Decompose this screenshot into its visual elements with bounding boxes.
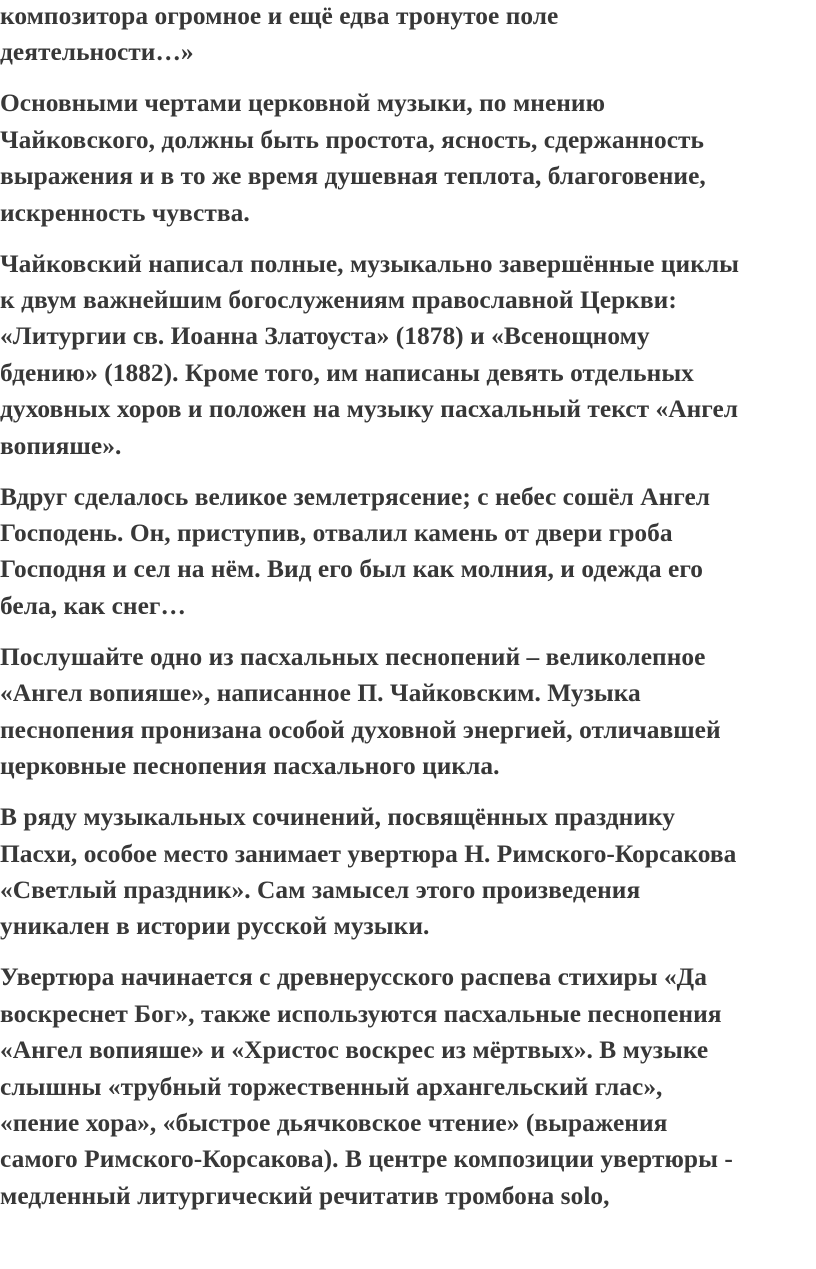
paragraph-rimsky-korsakov-overture: [0, 799, 816, 945]
paragraph-tchaikovsky-cycles: [0, 246, 816, 464]
text-line: духовных хоров и положен на музыку пасхальный текст «Ангел: [0, 395, 739, 424]
text-line: Чайковского, должны быть простота, ясность, сдержанность: [0, 125, 704, 154]
text-line: «Светлый праздник». Сам замысел этого произведения: [0, 875, 641, 904]
text-line: композитора огромное и ещё едва тронутое поле: [0, 2, 559, 30]
text-line: «пение хора», «быстрое дьячковское чтение» (выражения: [0, 1108, 668, 1137]
text-line: к двум важнейшим богослужениям православной Церкви:: [0, 286, 677, 315]
text-line: Господня и сел на нём. Вид его был как молния, и одежда его: [0, 555, 704, 584]
text-line: Пасхи, особое место занимает увертюра Н. Римского-Корсакова: [0, 839, 737, 868]
text-line: церковные песнопения пасхального цикла.: [0, 752, 500, 781]
text-line: искренность чувства.: [0, 198, 250, 227]
text-line: В ряду музыкальных сочинений, посвящённых празднику: [0, 803, 676, 832]
text-line: медленный литургический речитатив тромбона solo,: [0, 1181, 610, 1210]
text-line: слышны «трубный торжественный архангельский глас»,: [0, 1072, 663, 1101]
text-line: самого Римского-Корсакова). В центре композиции увертюры -: [0, 1145, 733, 1174]
text-line: «Литургии св. Иоанна Златоуста» (1878) и «Всенощному: [0, 322, 650, 351]
text-line: Вдруг сделалось великое землетрясение; с небес сошёл Ангел: [0, 482, 711, 511]
paragraph-church-music-traits: [0, 85, 816, 231]
text-line: «Ангел вопияше», написанное П. Чайковским. Музыка: [0, 679, 641, 708]
text-line: Чайковский написал полные, музыкально завершённые циклы: [0, 249, 740, 278]
text-line: бдению» (1882). Кроме того, им написаны девять отдельных: [0, 358, 694, 387]
paragraph-quote-ending: [0, 0, 816, 71]
paragraph-gospel-earthquake: [0, 479, 816, 625]
text-line: «Ангел вопияше» и «Христос воскрес из мёртвых». В музыке: [0, 1036, 709, 1065]
text-line: выражения и в то же время душевная теплота, благоговение,: [0, 162, 706, 191]
text-line: Увертюра начинается с древнерусского распева стихиры «Да: [0, 963, 707, 992]
text-line: Господень. Он, приступив, отвалил камень от двери гроба: [0, 519, 673, 548]
text-line: песнопения пронизана особой духовной энергией, отличавшей: [0, 715, 721, 744]
paragraph-angel-cried: [0, 639, 816, 785]
text-line: воскреснет Бог», также используются пасхальные песнопения: [0, 999, 722, 1028]
text-line: Основными чертами церковной музыки, по мнению: [0, 89, 606, 118]
text-line: уникален в истории русской музыки.: [0, 912, 430, 941]
text-line: бела, как снег…: [0, 591, 186, 620]
text-line: вопияше».: [0, 431, 122, 460]
paragraph-overture-description: [0, 959, 816, 1214]
text-line: Послушайте одно из пасхальных песнопений – великолепное: [0, 642, 706, 671]
text-line: деятельности…»: [0, 38, 194, 67]
